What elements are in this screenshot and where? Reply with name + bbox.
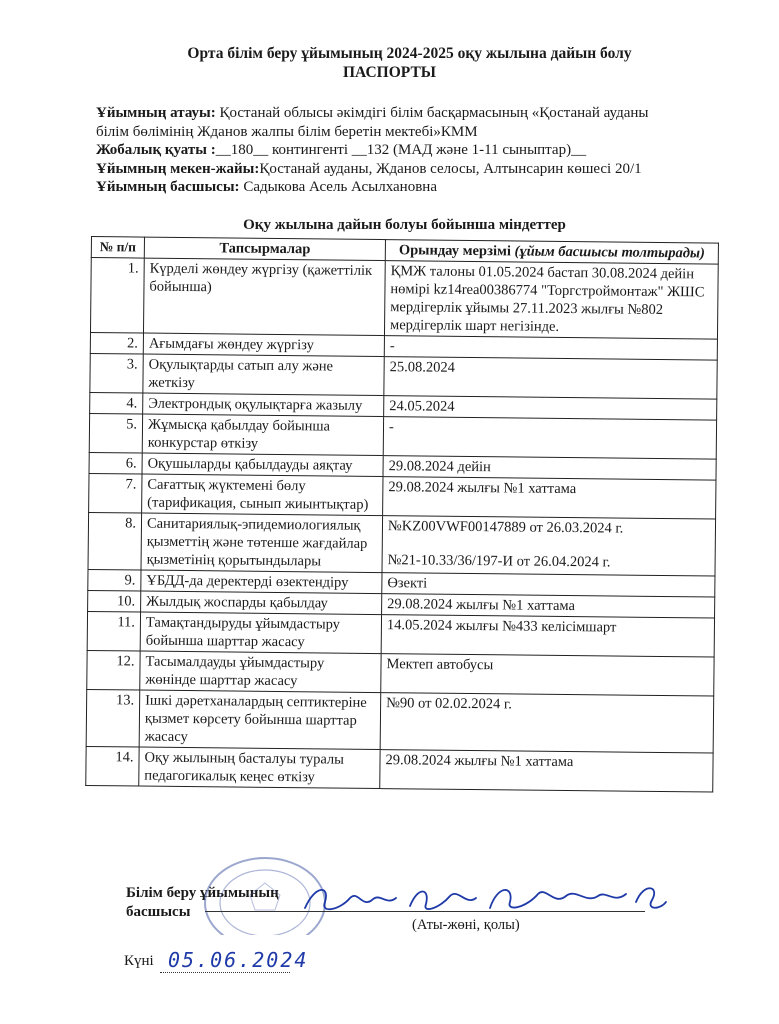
row-task: Сағаттық жүктемені бөлу (тарификация, сынып жиынтықтар) — [142, 474, 383, 516]
row-term-text: ҚМЖ талоны 01.05.2024 бастап 30.08.2024 дейін нөмірі kz14rea00386774 "Торгстроймонтаж" ЖШС мердігерлік ұйымы 27.11.2023 жылғы №802 мердігерлік шарт негізінде. — [389, 263, 705, 335]
header-num: № п/п — [91, 237, 144, 259]
org-name-row-cont — [96, 123, 736, 142]
organization-info — [96, 104, 736, 197]
row-term — [382, 516, 716, 576]
header-term-label: Орындау мерзімі — [398, 242, 515, 260]
org-name-value: Қостанай облысы әкімдігі білім басқармасының «Қостанай ауданы — [215, 105, 649, 121]
row-term — [381, 615, 714, 657]
row-number: 8. — [88, 512, 142, 570]
head-row — [96, 178, 736, 197]
row-term-text: 29.08.2024 жылғы №1 хаттама — [388, 479, 577, 498]
row-term — [383, 477, 716, 519]
row-number: 10. — [88, 590, 141, 612]
table-row — [90, 258, 718, 340]
header-task: Тапсырмалар — [144, 237, 385, 261]
row-number: 9. — [88, 569, 141, 591]
row-task: Оқулықтарды сатып алу және жеткізу — [143, 354, 384, 396]
org-name-row — [96, 104, 736, 123]
row-number: 3. — [90, 353, 143, 393]
table-row — [89, 413, 716, 459]
tasks-table — [85, 236, 719, 793]
row-task: Ағымдағы жөндеу жүргізу — [143, 333, 384, 357]
date-value-handwritten: 05.06.2024 — [168, 948, 309, 972]
address-value: Қостанай ауданы, Жданов селосы, Алтынсарин көшесі 20/1 — [259, 160, 642, 177]
row-task: Күрделі жөндеу жүргізу (қажеттілік бойынша) — [143, 258, 385, 336]
row-task: Электрондық оқулықтарға жазылу — [143, 393, 384, 417]
row-task: Санитариялық-эпидемиологиялық қызметтің және төтенше жағдайлар қызметінің қорытындылары — [141, 513, 383, 573]
table-title: Оқу жылына дайын болуы бойынша міндеттер — [243, 217, 566, 233]
row-task: Оқушыларды қабылдауды аяқтау — [142, 453, 383, 477]
signature-caption: (Аты-жөні, қолы) — [412, 917, 520, 933]
head-label: Ұйымның басшысы: — [96, 179, 240, 195]
document-title: Орта білім беру ұйымының 2024-2025 оқу жылына дайын болу — [187, 45, 632, 62]
row-task: Тасымалдауды ұйымдастыру жөнінде шарттар жасасу — [140, 651, 381, 693]
header-term-note: (ұйым басшысы толтырады) — [514, 243, 705, 262]
row-term-text: 29.08.2024 жылғы №1 хаттама — [385, 752, 574, 771]
row-term — [380, 750, 713, 792]
table-row — [87, 611, 714, 657]
row-term — [383, 417, 716, 459]
org-name-value-cont: білім бөлімінің Жданов жалпы білім беретін мектебі»КММ — [96, 123, 478, 140]
row-term-text: Мектеп автобусы — [386, 656, 494, 674]
head-value: Садыкова Асель Асылхановна — [239, 179, 437, 195]
row-number: 4. — [90, 392, 143, 414]
row-task: Ішкі дәретханалардың септиктеріне қызмет көрсету бойынша шарттар жасасу — [139, 690, 381, 750]
table-row — [87, 650, 714, 696]
row-task: Жылдық жоспарды қабылдау — [141, 591, 382, 615]
address-label: Ұйымның мекен-жайы: — [96, 160, 260, 177]
signature-label-line2: басшысы — [126, 904, 191, 920]
row-number: 5. — [89, 413, 142, 453]
row-task: Тамақтандыруды ұйымдастыру бойынша шарттар жасасу — [140, 612, 381, 654]
row-number: 11. — [87, 611, 140, 651]
row-number: 6. — [89, 452, 142, 474]
row-term-text: - — [388, 419, 394, 436]
row-number: 7. — [89, 473, 142, 513]
table-row — [90, 353, 717, 399]
date-label: Күні — [124, 953, 154, 969]
row-number: 12. — [87, 650, 140, 690]
date-line — [160, 972, 290, 973]
table-body — [86, 258, 718, 793]
handwritten-signature-image — [300, 880, 670, 920]
table-row — [89, 473, 716, 519]
row-term-text-2: №21-10.33/36/197-И от 26.04.2024 г. — [387, 552, 611, 571]
row-term — [380, 693, 714, 753]
row-term-text: 25.08.2024 — [389, 359, 455, 376]
row-number: 14. — [86, 746, 139, 786]
table-row — [88, 512, 716, 576]
row-term-text: Өзекті — [387, 575, 428, 592]
capacity-row — [96, 141, 736, 160]
row-number: 1. — [90, 258, 144, 334]
org-name-label: Ұйымның атауы: — [96, 105, 216, 121]
row-term — [381, 654, 714, 696]
row-term — [384, 261, 718, 339]
document-title-passport: ПАСПОРТЫ — [343, 64, 436, 81]
row-task: ҰБДД-да деректерді өзектендіру — [141, 570, 382, 594]
row-term-text: 29.08.2024 жылғы №1 хаттама — [387, 596, 576, 615]
row-term-text: - — [389, 338, 395, 355]
row-term-text: №90 от 02.02.2024 г. — [386, 695, 512, 713]
table-row — [86, 746, 713, 792]
row-term — [384, 357, 717, 399]
table-row — [86, 689, 714, 753]
address-row — [96, 160, 736, 179]
capacity-value: __180__ контингенті __132 (МАД және 1-11 сыныптар)__ — [215, 142, 587, 158]
row-term-text: 14.05.2024 жылғы №433 келісімшарт — [386, 617, 617, 636]
row-number: 2. — [90, 332, 143, 354]
capacity-label: Жобалық қуаты : — [96, 142, 216, 158]
row-term-text: 29.08.2024 дейін — [388, 458, 491, 476]
row-number: 13. — [86, 689, 140, 747]
signature-label-line1: Білім беру ұйымының — [126, 885, 279, 901]
row-term-text: 24.05.2024 — [389, 398, 455, 415]
row-term-text: №KZ00VWF00147889 от 26.03.2024 г. — [387, 518, 624, 537]
row-task: Оқу жылының басталуы туралы педагогикалық кеңес өткізу — [139, 747, 380, 789]
row-task: Жұмысқа қабылдау бойынша конкурстар өткізу — [142, 414, 383, 456]
